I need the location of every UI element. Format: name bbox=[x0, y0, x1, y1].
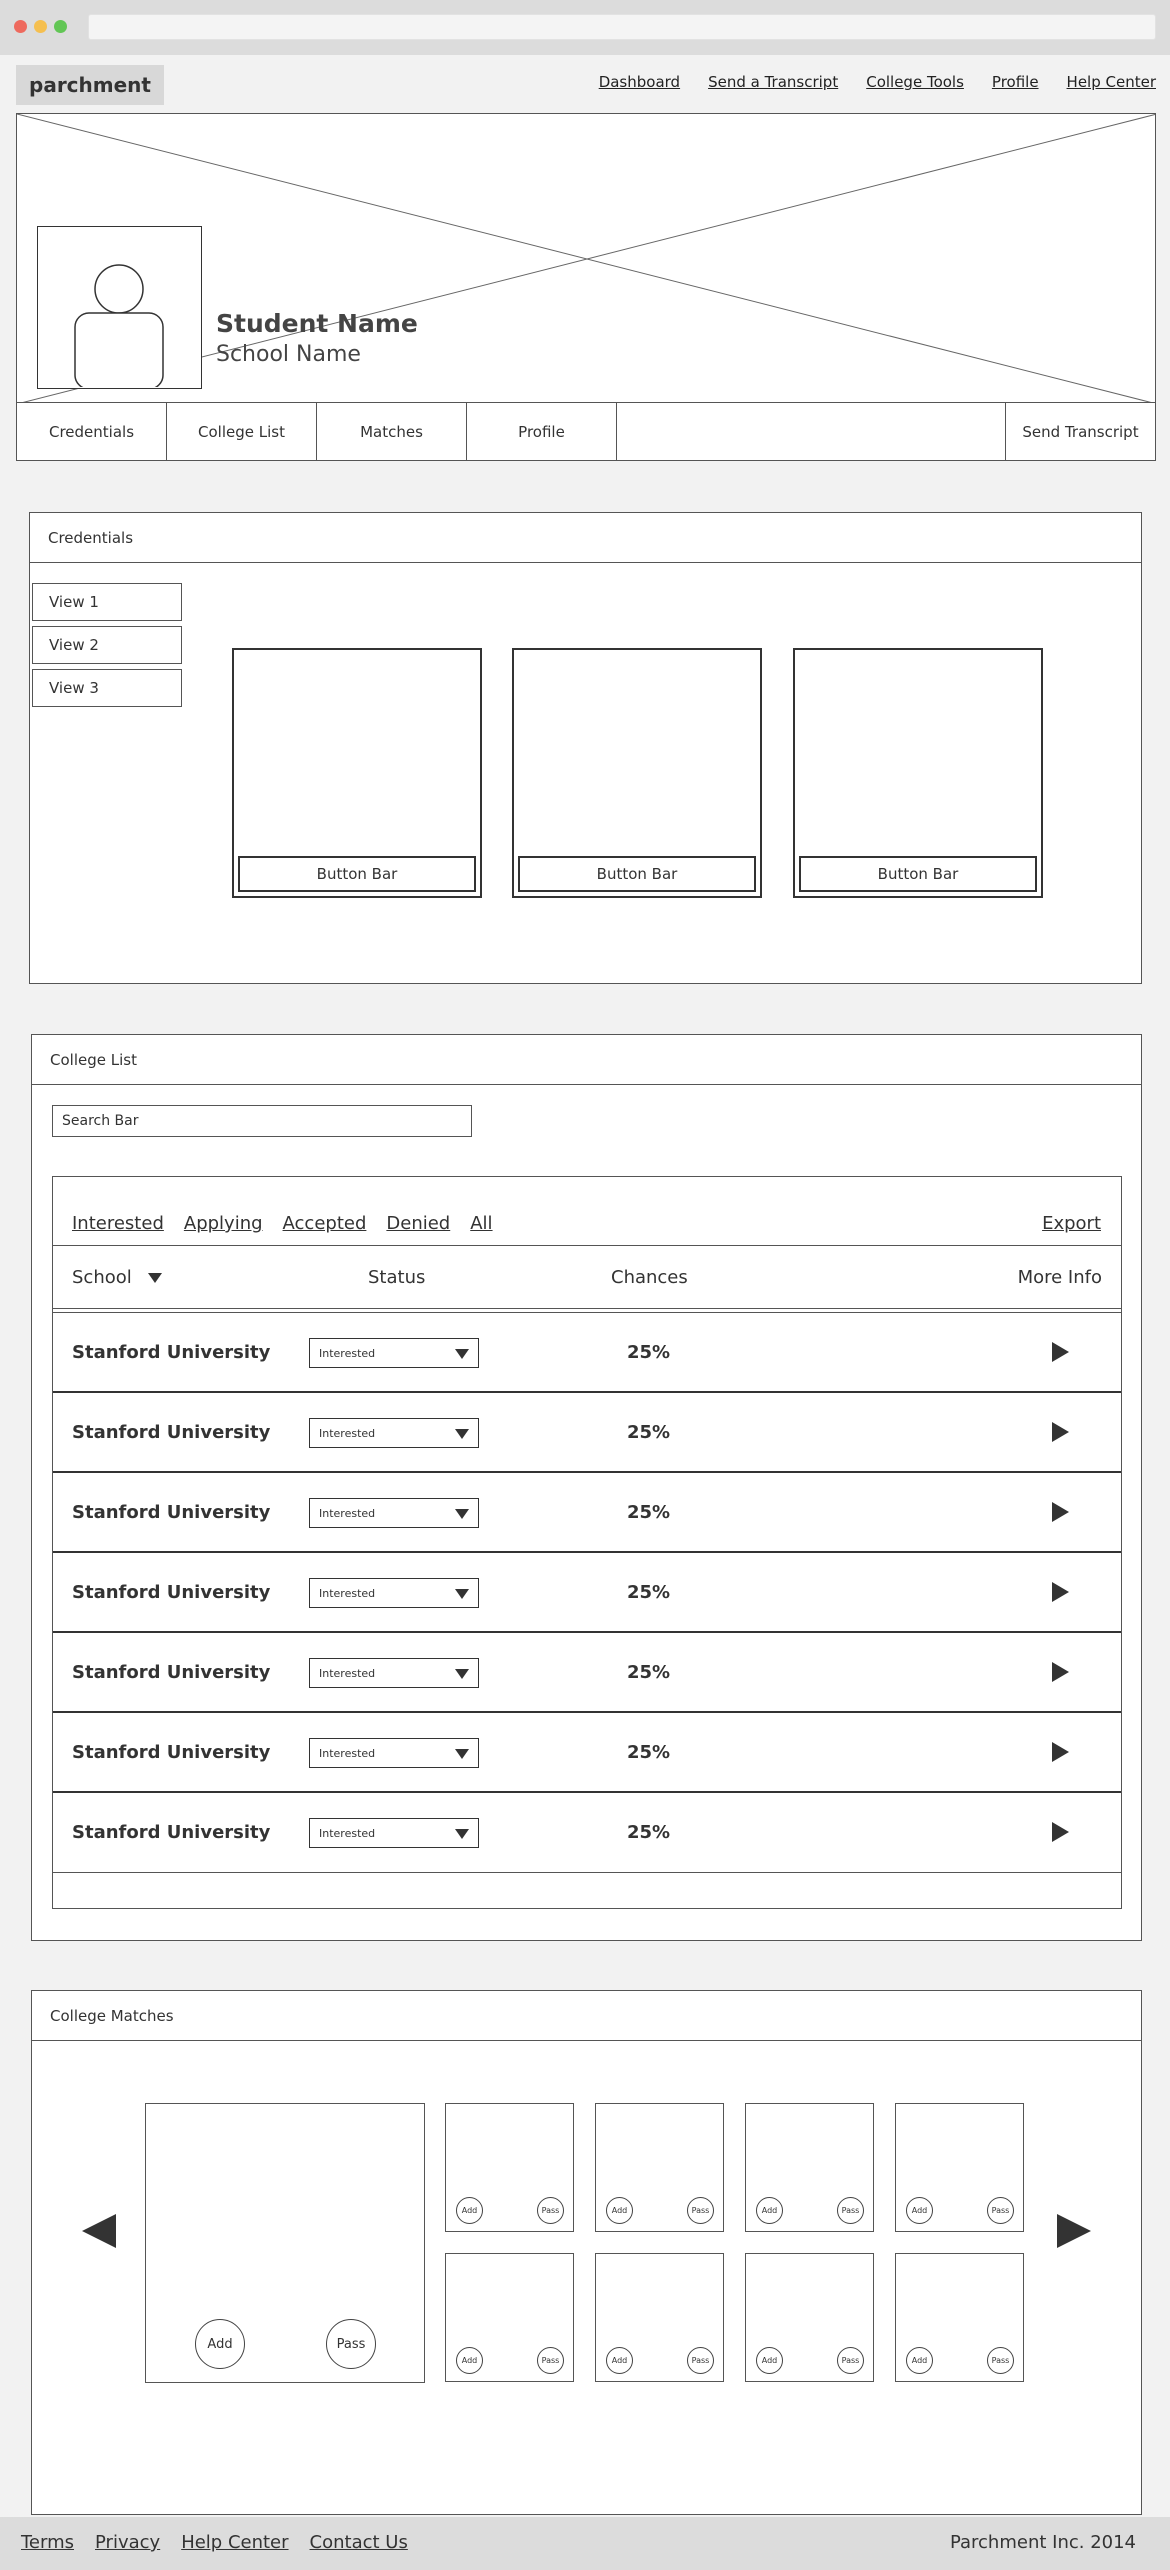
more-info-arrow-icon[interactable] bbox=[1052, 1582, 1069, 1602]
tab-matches[interactable]: Matches bbox=[317, 403, 467, 460]
table-row bbox=[53, 1313, 1121, 1393]
dropdown-caret-icon bbox=[455, 1829, 469, 1839]
nav-send-transcript[interactable]: Send a Transcript bbox=[708, 73, 839, 91]
sort-down-icon[interactable] bbox=[148, 1273, 162, 1283]
school-name-cell: Stanford University bbox=[72, 1662, 271, 1683]
status-value: Interested bbox=[319, 1506, 376, 1520]
table-row bbox=[53, 1633, 1121, 1713]
chances-cell: 25% bbox=[627, 1582, 671, 1603]
add-button[interactable]: Add bbox=[606, 2197, 633, 2224]
filter-all[interactable]: All bbox=[470, 1213, 493, 1234]
tab-profile[interactable]: Profile bbox=[467, 403, 617, 460]
table-row bbox=[53, 1553, 1121, 1633]
user-icon bbox=[38, 227, 200, 387]
nav-profile[interactable]: Profile bbox=[991, 73, 1039, 91]
match-card bbox=[595, 2103, 724, 2232]
credentials-panel bbox=[29, 512, 1142, 984]
divider bbox=[53, 1245, 1121, 1246]
chances-cell: 25% bbox=[627, 1502, 671, 1523]
credential-card bbox=[512, 648, 762, 898]
next-arrow-icon[interactable] bbox=[1057, 2214, 1091, 2248]
school-name-cell: Stanford University bbox=[72, 1342, 271, 1363]
more-info-arrow-icon[interactable] bbox=[1052, 1422, 1069, 1442]
add-button[interactable]: Add bbox=[906, 2347, 933, 2374]
pass-button[interactable]: Pass bbox=[537, 2347, 564, 2374]
profile-tabs bbox=[16, 402, 1156, 461]
add-button[interactable]: Add bbox=[756, 2347, 783, 2374]
chances-cell: 25% bbox=[627, 1422, 671, 1443]
tab-spacer bbox=[617, 403, 1005, 460]
table-row bbox=[53, 1713, 1121, 1793]
column-more-info[interactable]: More Info bbox=[1017, 1267, 1102, 1288]
view-list bbox=[32, 583, 182, 712]
match-card bbox=[895, 2253, 1024, 2382]
cover-image-placeholder bbox=[16, 113, 1156, 403]
chances-cell: 25% bbox=[627, 1662, 671, 1683]
nav-help-center[interactable]: Help Center bbox=[1066, 73, 1156, 91]
column-status[interactable]: Status bbox=[368, 1267, 426, 1288]
pass-button[interactable]: Pass bbox=[687, 2197, 714, 2224]
add-button[interactable]: Add bbox=[456, 2347, 483, 2374]
dropdown-caret-icon bbox=[455, 1669, 469, 1679]
chances-cell: 25% bbox=[627, 1342, 671, 1363]
college-list-panel bbox=[31, 1034, 1142, 1941]
dropdown-caret-icon bbox=[455, 1349, 469, 1359]
status-value: Interested bbox=[319, 1746, 376, 1760]
close-window-icon[interactable] bbox=[14, 20, 27, 33]
school-name: School Name bbox=[216, 342, 361, 367]
table-row bbox=[53, 1473, 1121, 1553]
status-filters bbox=[72, 1213, 493, 1234]
status-select[interactable] bbox=[309, 1418, 479, 1448]
pass-button[interactable]: Pass bbox=[687, 2347, 714, 2374]
filter-accepted[interactable]: Accepted bbox=[282, 1213, 367, 1234]
footer-contact-us[interactable]: Contact Us bbox=[309, 2532, 408, 2553]
school-name-cell: Stanford University bbox=[72, 1582, 271, 1603]
panel-title: Credentials bbox=[30, 513, 1141, 563]
add-button[interactable]: Add bbox=[456, 2197, 483, 2224]
match-card bbox=[895, 2103, 1024, 2232]
table-row bbox=[53, 1393, 1121, 1473]
footer-help-center[interactable]: Help Center bbox=[181, 2532, 289, 2553]
pass-button[interactable]: Pass bbox=[326, 2319, 376, 2369]
maximize-window-icon[interactable] bbox=[54, 20, 67, 33]
copyright: Parchment Inc. 2014 bbox=[949, 2532, 1136, 2553]
send-transcript-button[interactable]: Send Transcript bbox=[1005, 403, 1155, 460]
view-2-button[interactable]: View 2 bbox=[32, 626, 182, 664]
tab-college-list[interactable]: College List bbox=[167, 403, 317, 460]
button-bar[interactable]: Button Bar bbox=[238, 856, 476, 892]
school-name-cell: Stanford University bbox=[72, 1742, 271, 1763]
student-name: Student Name bbox=[216, 309, 418, 338]
status-value: Interested bbox=[319, 1826, 376, 1840]
previous-arrow-icon[interactable] bbox=[82, 2214, 116, 2248]
pass-button[interactable]: Pass bbox=[987, 2197, 1014, 2224]
address-bar[interactable] bbox=[88, 14, 1156, 40]
footer-links bbox=[21, 2532, 408, 2553]
status-select[interactable] bbox=[309, 1338, 479, 1368]
featured-match-card bbox=[145, 2103, 425, 2383]
divider bbox=[53, 1308, 1121, 1309]
column-school[interactable] bbox=[72, 1267, 162, 1288]
school-name-cell: Stanford University bbox=[72, 1822, 271, 1843]
top-nav bbox=[599, 73, 1156, 91]
add-button[interactable]: Add bbox=[606, 2347, 633, 2374]
dropdown-caret-icon bbox=[455, 1509, 469, 1519]
dropdown-caret-icon bbox=[455, 1429, 469, 1439]
add-button[interactable]: Add bbox=[906, 2197, 933, 2224]
more-info-arrow-icon[interactable] bbox=[1052, 1822, 1069, 1842]
match-card bbox=[745, 2253, 874, 2382]
nav-college-tools[interactable]: College Tools bbox=[866, 73, 964, 91]
status-value: Interested bbox=[319, 1346, 376, 1360]
footer-privacy[interactable]: Privacy bbox=[95, 2532, 161, 2553]
credential-card bbox=[793, 648, 1043, 898]
status-value: Interested bbox=[319, 1426, 376, 1440]
school-name-cell: Stanford University bbox=[72, 1502, 271, 1523]
nav-dashboard[interactable]: Dashboard bbox=[598, 73, 681, 91]
column-school-label: School bbox=[72, 1267, 132, 1288]
logo[interactable]: parchment bbox=[16, 65, 164, 105]
credential-card bbox=[232, 648, 482, 898]
status-value: Interested bbox=[319, 1666, 376, 1680]
dropdown-caret-icon bbox=[455, 1589, 469, 1599]
pass-button[interactable]: Pass bbox=[537, 2197, 564, 2224]
chances-cell: 25% bbox=[627, 1822, 671, 1843]
column-chances[interactable]: Chances bbox=[611, 1267, 688, 1288]
match-card bbox=[595, 2253, 724, 2382]
pass-button[interactable]: Pass bbox=[837, 2197, 864, 2224]
footer bbox=[0, 2517, 1170, 2570]
export-link[interactable]: Export bbox=[1042, 1213, 1101, 1234]
school-name-cell: Stanford University bbox=[72, 1422, 271, 1443]
status-select[interactable] bbox=[309, 1498, 479, 1528]
chances-cell: 25% bbox=[627, 1742, 671, 1763]
dropdown-caret-icon bbox=[455, 1749, 469, 1759]
search-input[interactable]: Search Bar bbox=[52, 1105, 472, 1137]
more-info-arrow-icon[interactable] bbox=[1052, 1742, 1069, 1762]
match-card bbox=[445, 2103, 574, 2232]
more-info-arrow-icon[interactable] bbox=[1052, 1662, 1069, 1682]
panel-title: College List bbox=[32, 1035, 1141, 1085]
minimize-window-icon[interactable] bbox=[34, 20, 47, 33]
view-3-button[interactable]: View 3 bbox=[32, 669, 182, 707]
pass-button[interactable]: Pass bbox=[987, 2347, 1014, 2374]
tab-credentials[interactable]: Credentials bbox=[17, 403, 167, 460]
status-select[interactable] bbox=[309, 1738, 479, 1768]
college-matches-panel bbox=[31, 1990, 1142, 2515]
status-select[interactable] bbox=[309, 1818, 479, 1848]
add-button[interactable]: Add bbox=[756, 2197, 783, 2224]
match-card bbox=[445, 2253, 574, 2382]
more-info-arrow-icon[interactable] bbox=[1052, 1342, 1069, 1362]
footer-terms[interactable]: Terms bbox=[21, 2532, 75, 2553]
table-row bbox=[53, 1793, 1121, 1873]
status-select[interactable] bbox=[309, 1658, 479, 1688]
filter-denied[interactable]: Denied bbox=[386, 1213, 451, 1234]
avatar[interactable] bbox=[37, 226, 202, 389]
view-1-button[interactable]: View 1 bbox=[32, 583, 182, 621]
filter-applying[interactable]: Applying bbox=[183, 1213, 263, 1234]
add-button[interactable]: Add bbox=[195, 2319, 245, 2369]
college-table bbox=[52, 1176, 1122, 1909]
button-bar[interactable]: Button Bar bbox=[518, 856, 756, 892]
panel-title: College Matches bbox=[32, 1991, 1141, 2041]
button-bar[interactable]: Button Bar bbox=[799, 856, 1037, 892]
pass-button[interactable]: Pass bbox=[837, 2347, 864, 2374]
status-select[interactable] bbox=[309, 1578, 479, 1608]
browser-chrome bbox=[0, 0, 1170, 55]
status-value: Interested bbox=[319, 1586, 376, 1600]
match-card bbox=[745, 2103, 874, 2232]
filter-interested[interactable]: Interested bbox=[72, 1213, 164, 1234]
more-info-arrow-icon[interactable] bbox=[1052, 1502, 1069, 1522]
page bbox=[0, 55, 1170, 2570]
